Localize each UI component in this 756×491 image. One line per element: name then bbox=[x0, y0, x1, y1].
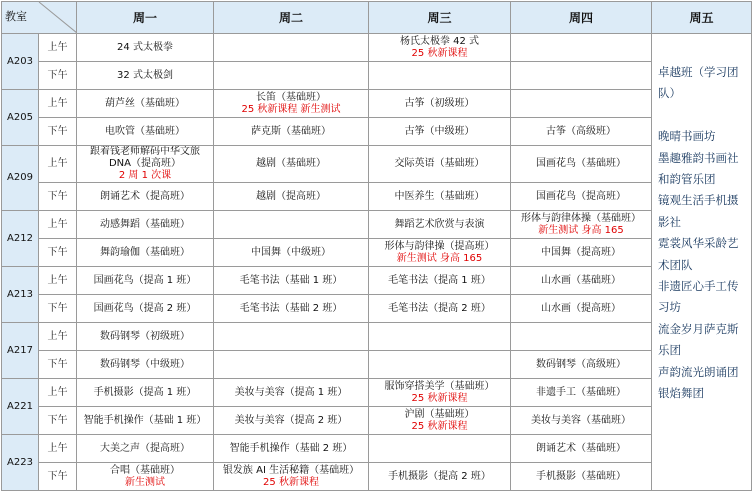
course-name: 动感舞蹈（基础班） bbox=[100, 218, 190, 230]
course-name: 山水画（基础班） bbox=[541, 274, 621, 286]
friday-group-line: 乐团 bbox=[658, 343, 681, 358]
room-cell: A212 bbox=[2, 211, 39, 267]
course-name: 数码钢琴（初级班） bbox=[100, 330, 190, 342]
schedule-row bbox=[2, 183, 752, 211]
course-cell-mon bbox=[77, 62, 214, 90]
header-corner bbox=[2, 2, 77, 34]
friday-groups-cell bbox=[652, 34, 752, 491]
course-name: 山水画（提高班） bbox=[541, 302, 621, 314]
course-name: 葫芦丝（基础班） bbox=[105, 97, 185, 109]
room-cell: A213 bbox=[2, 267, 39, 323]
course-name: 中国舞（提高班） bbox=[541, 246, 621, 258]
course-name: 越剧（基础班） bbox=[256, 158, 326, 169]
schedule-row bbox=[2, 211, 752, 239]
friday-group-line: 镜观生活手机摄 bbox=[658, 193, 739, 208]
course-name: 毛笔书法（基础 2 班） bbox=[239, 302, 343, 314]
course-note: 2 周 1 次课 bbox=[118, 170, 172, 181]
friday-group-line: 习坊 bbox=[658, 300, 681, 315]
course-cell-tue bbox=[214, 211, 369, 239]
schedule-row bbox=[2, 379, 752, 407]
schedule-row bbox=[2, 323, 752, 351]
course-cell-wed bbox=[369, 62, 511, 90]
period-cell: 上午 bbox=[39, 323, 77, 351]
period-cell: 下午 bbox=[39, 407, 77, 435]
course-name: 电吹管（基础班） bbox=[105, 125, 185, 137]
period-cell: 上午 bbox=[39, 267, 77, 295]
course-name: 大美之声（提高班） bbox=[100, 442, 190, 454]
period-cell: 上午 bbox=[39, 90, 77, 118]
period-cell: 下午 bbox=[39, 295, 77, 323]
course-cell-tue bbox=[214, 407, 369, 435]
period-cell: 上午 bbox=[39, 379, 77, 407]
friday-group-line: 霓裳风华采龄艺 bbox=[658, 236, 739, 251]
header-day-thu: 周四 bbox=[511, 2, 652, 34]
course-cell-wed bbox=[369, 183, 511, 211]
course-cell-mon bbox=[77, 463, 214, 491]
course-name: 美妆与美容（提高 1 班） bbox=[234, 386, 348, 398]
course-cell-tue bbox=[214, 183, 369, 211]
course-name: 手机摄影（提高 1 班） bbox=[93, 386, 197, 398]
course-cell-wed bbox=[369, 379, 511, 407]
course-note: 25 秋新课程 bbox=[411, 392, 468, 404]
schedule-row bbox=[2, 295, 752, 323]
course-name: DNA（提高班） bbox=[108, 158, 182, 169]
course-cell-mon bbox=[77, 183, 214, 211]
course-cell-tue bbox=[214, 118, 369, 146]
course-cell-mon bbox=[77, 351, 214, 379]
course-cell-wed bbox=[369, 323, 511, 351]
course-note: 新生测试 身高 165 bbox=[396, 252, 483, 264]
course-note: 新生测试 身高 165 bbox=[538, 224, 624, 236]
course-name: 智能手机操作（基础 2 班） bbox=[229, 442, 353, 454]
course-name: 智能手机操作（基础 1 班） bbox=[83, 414, 207, 426]
course-cell-mon bbox=[77, 34, 214, 62]
period-cell: 上午 bbox=[39, 146, 77, 183]
course-cell-thu bbox=[511, 267, 652, 295]
course-name: 跟着钱老师解码中华文旅 bbox=[90, 146, 200, 157]
course-cell-thu bbox=[511, 295, 652, 323]
period-cell: 下午 bbox=[39, 463, 77, 491]
course-cell-wed bbox=[369, 463, 511, 491]
course-cell-thu bbox=[511, 118, 652, 146]
friday-group-line: 卓越班（学习团 bbox=[658, 65, 739, 79]
course-cell-wed bbox=[369, 351, 511, 379]
friday-group-line: 晚晴书画坊 bbox=[658, 129, 716, 144]
course-name: 古筝（初级班） bbox=[404, 97, 475, 109]
course-cell-tue bbox=[214, 435, 369, 463]
course-cell-tue bbox=[214, 146, 369, 183]
room-cell: A217 bbox=[2, 323, 39, 379]
schedule-body bbox=[2, 34, 752, 491]
schedule-row bbox=[2, 463, 752, 491]
schedule-row bbox=[2, 351, 752, 379]
course-name: 合唱（基础班） bbox=[110, 464, 180, 476]
header-room-label: 教室 bbox=[5, 10, 27, 23]
course-name: 沪剧（基础班） bbox=[404, 408, 475, 420]
course-name: 国画花鸟（基础班） bbox=[536, 158, 626, 169]
course-cell-tue bbox=[214, 267, 369, 295]
course-cell-mon bbox=[77, 407, 214, 435]
period-cell: 下午 bbox=[39, 62, 77, 90]
course-cell-mon bbox=[77, 435, 214, 463]
course-cell-thu bbox=[511, 351, 652, 379]
friday-group-line: 非遗匠心手工传 bbox=[658, 279, 739, 294]
course-cell-wed bbox=[369, 211, 511, 239]
friday-group-line: 队） bbox=[658, 86, 681, 101]
course-name: 数码钢琴（高级班） bbox=[536, 358, 626, 370]
course-cell-wed bbox=[369, 267, 511, 295]
course-cell-wed bbox=[369, 90, 511, 118]
course-cell-tue bbox=[214, 463, 369, 491]
room-cell: A221 bbox=[2, 379, 39, 435]
course-name: 非遗手工（基础班） bbox=[536, 386, 626, 398]
course-name: 长笛（基础班） bbox=[256, 91, 326, 103]
period-cell: 上午 bbox=[39, 211, 77, 239]
course-cell-wed bbox=[369, 295, 511, 323]
course-name: 中医养生（基础班） bbox=[394, 190, 485, 202]
schedule-table bbox=[1, 1, 752, 491]
course-name: 形体与韵律体操（基础班） bbox=[521, 212, 641, 224]
course-cell-thu bbox=[511, 90, 652, 118]
room-cell: A203 bbox=[2, 34, 39, 90]
header-day-mon: 周一 bbox=[77, 2, 214, 34]
course-cell-mon bbox=[77, 90, 214, 118]
friday-group-line: 墨趣雅韵书画社 bbox=[658, 150, 739, 165]
period-cell: 上午 bbox=[39, 34, 77, 62]
course-name: 越剧（提高班） bbox=[256, 190, 326, 202]
schedule-row bbox=[2, 407, 752, 435]
room-cell: A209 bbox=[2, 146, 39, 211]
course-cell-wed bbox=[369, 118, 511, 146]
course-cell-thu bbox=[511, 435, 652, 463]
course-cell-tue bbox=[214, 379, 369, 407]
friday-group-line: 影社 bbox=[658, 214, 681, 229]
course-cell-mon bbox=[77, 267, 214, 295]
course-note: 25 秋新课程 bbox=[263, 476, 319, 488]
schedule-row bbox=[2, 267, 752, 295]
course-name: 美妆与美容（基础班） bbox=[531, 414, 631, 426]
course-name: 古筝（高级班） bbox=[546, 125, 616, 137]
course-name: 毛笔书法（基础 1 班） bbox=[239, 274, 343, 286]
course-cell-wed bbox=[369, 435, 511, 463]
course-name: 国画花鸟（提高 2 班） bbox=[93, 302, 197, 314]
course-cell-thu bbox=[511, 379, 652, 407]
course-cell-wed bbox=[369, 239, 511, 267]
course-cell-mon bbox=[77, 118, 214, 146]
course-note: 25 秋新课程 bbox=[411, 47, 468, 59]
course-name: 毛笔书法（提高 2 班） bbox=[388, 302, 491, 314]
course-name: 银发族 AI 生活秘籍（基础班） bbox=[222, 464, 360, 476]
period-cell: 上午 bbox=[39, 435, 77, 463]
course-name: 服饰穿搭美学（基础班） bbox=[384, 380, 495, 392]
course-cell-thu bbox=[511, 463, 652, 491]
course-name: 形体与韵律操（提高班） bbox=[384, 240, 495, 252]
course-name: 32 式太极剑 bbox=[117, 69, 173, 81]
room-cell: A205 bbox=[2, 90, 39, 146]
course-cell-tue bbox=[214, 295, 369, 323]
course-cell-wed bbox=[369, 34, 511, 62]
course-cell-mon bbox=[77, 323, 214, 351]
course-cell-thu bbox=[511, 323, 652, 351]
course-name: 中国舞（中级班） bbox=[251, 246, 331, 258]
course-name: 舞韵瑜伽（基础班） bbox=[100, 246, 190, 258]
course-cell-mon bbox=[77, 146, 214, 183]
schedule-row bbox=[2, 62, 752, 90]
course-name: 数码钢琴（中级班） bbox=[100, 358, 190, 370]
course-name: 毛笔书法（提高 1 班） bbox=[388, 274, 491, 286]
course-note: 25 秋新课程 bbox=[411, 420, 468, 432]
course-cell-mon bbox=[77, 379, 214, 407]
schedule-row bbox=[2, 90, 752, 118]
course-cell-tue bbox=[214, 351, 369, 379]
course-cell-thu bbox=[511, 407, 652, 435]
friday-group-line: 流金岁月萨克斯 bbox=[658, 321, 739, 336]
course-cell-mon bbox=[77, 211, 214, 239]
course-cell-tue bbox=[214, 323, 369, 351]
schedule-row bbox=[2, 435, 752, 463]
friday-group-line bbox=[658, 105, 749, 126]
course-cell-wed bbox=[369, 146, 511, 183]
period-cell: 下午 bbox=[39, 351, 77, 379]
schedule-row bbox=[2, 118, 752, 146]
course-cell-thu bbox=[511, 62, 652, 90]
room-cell: A223 bbox=[2, 435, 39, 491]
course-name: 国画花鸟（提高班） bbox=[536, 190, 626, 202]
course-cell-mon bbox=[77, 295, 214, 323]
course-name: 古筝（中级班） bbox=[404, 125, 475, 137]
course-name: 交际英语（基础班） bbox=[394, 158, 485, 169]
course-name: 萨克斯（基础班） bbox=[251, 125, 331, 137]
course-cell-wed bbox=[369, 407, 511, 435]
course-cell-tue bbox=[214, 34, 369, 62]
schedule-row bbox=[2, 146, 752, 183]
course-cell-tue bbox=[214, 90, 369, 118]
course-name: 朗诵艺术（基础班） bbox=[536, 442, 626, 454]
course-note: 25 秋新课程 新生测试 bbox=[241, 103, 341, 115]
course-cell-thu bbox=[511, 146, 652, 183]
course-name: 手机摄影（提高 2 班） bbox=[388, 470, 491, 482]
course-name: 国画花鸟（提高 1 班） bbox=[93, 274, 197, 286]
period-cell: 下午 bbox=[39, 118, 77, 146]
period-cell: 下午 bbox=[39, 183, 77, 211]
course-name: 24 式太极拳 bbox=[117, 41, 173, 53]
course-cell-thu bbox=[511, 211, 652, 239]
header-day-fri: 周五 bbox=[652, 2, 752, 34]
course-cell-tue bbox=[214, 62, 369, 90]
course-name: 美妆与美容（提高 2 班） bbox=[234, 414, 348, 426]
period-cell: 下午 bbox=[39, 239, 77, 267]
friday-group-line: 银焰舞团 bbox=[658, 386, 704, 401]
course-cell-tue bbox=[214, 239, 369, 267]
course-name: 手机摄影（基础班） bbox=[536, 470, 626, 482]
course-cell-thu bbox=[511, 183, 652, 211]
course-name: 杨氏太极拳 42 式 bbox=[399, 35, 480, 47]
course-name: 朗诵艺术（提高班） bbox=[100, 190, 190, 202]
schedule-row bbox=[2, 239, 752, 267]
course-cell-mon bbox=[77, 239, 214, 267]
course-cell-thu bbox=[511, 34, 652, 62]
course-name: 舞蹈艺术欣赏与表演 bbox=[394, 218, 485, 230]
schedule-row bbox=[2, 34, 752, 62]
course-cell-thu bbox=[511, 239, 652, 267]
header-day-wed: 周三 bbox=[369, 2, 511, 34]
header-row bbox=[2, 2, 752, 34]
friday-group-line: 和韵管乐团 bbox=[658, 172, 716, 187]
header-day-tue: 周二 bbox=[214, 2, 369, 34]
friday-group-line: 术团队 bbox=[658, 257, 693, 272]
course-note: 新生测试 bbox=[125, 476, 165, 488]
friday-group-line: 声韵流光朗诵团 bbox=[658, 364, 739, 379]
